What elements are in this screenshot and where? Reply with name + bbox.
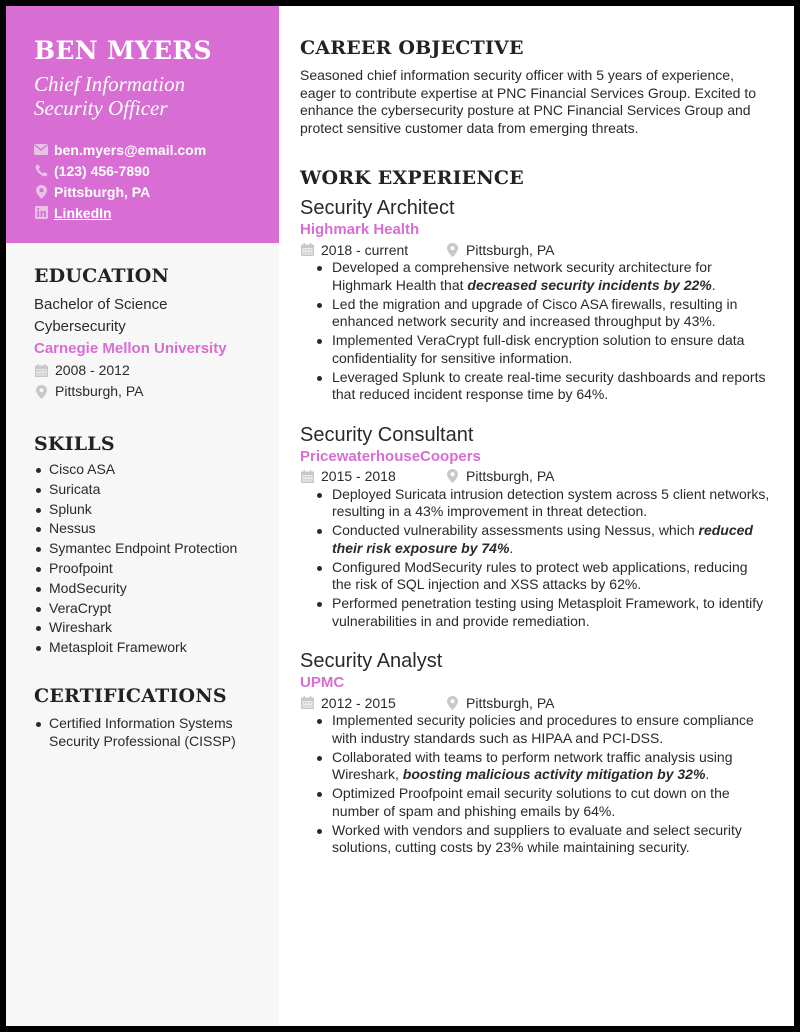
job-entry — [300, 423, 794, 631]
map-pin-icon — [34, 385, 48, 399]
contact-location — [34, 181, 279, 202]
company-name: PricewaterhouseCoopers — [300, 447, 481, 465]
job-bullets — [315, 712, 794, 857]
skill-item: Cisco ASA — [34, 460, 279, 480]
highlighted-achievement: decreased security incidents by 22% — [467, 276, 712, 293]
skill-item: Nessus — [34, 519, 279, 539]
resume-page — [6, 6, 794, 1026]
job-bullet: Optimized Proofpoint email security solutions to cut down on the number of spam and phishing emails by 64%. — [315, 785, 770, 820]
experience-section — [300, 166, 794, 857]
job-dates-text: 2015 - 2018 — [321, 468, 396, 484]
calendar-icon — [300, 469, 314, 483]
email-text: ben.myers@email.com — [54, 141, 207, 158]
school-name: Carnegie Mellon University — [34, 340, 227, 357]
phone-icon — [34, 164, 48, 178]
job-location-text: Pittsburgh, PA — [466, 694, 555, 711]
job-bullets — [315, 486, 794, 631]
calendar-icon — [300, 243, 314, 257]
job-location-text: Pittsburgh, PA — [466, 468, 555, 484]
certifications-section — [6, 683, 279, 750]
job-dates — [300, 240, 445, 259]
calendar-icon — [34, 364, 48, 378]
skill-item: Wireshark — [34, 618, 279, 638]
field-of-study: Cybersecurity — [34, 318, 126, 335]
education-dates — [34, 360, 279, 381]
certifications-list — [34, 714, 254, 750]
skill-item: Symantec Endpoint Protection — [34, 539, 279, 559]
job-location — [445, 693, 554, 712]
main-content — [279, 6, 794, 1026]
candidate-title: Chief Information Security Officer — [34, 72, 186, 120]
linkedin-icon — [34, 206, 48, 220]
job-bullet: Developed a comprehensive network security architecture for Highmark Health that decreased security incidents by 22%. — [315, 259, 770, 294]
highlighted-achievement: boosting malicious activity mitigation by 32% — [402, 766, 706, 782]
map-pin-icon — [445, 243, 459, 257]
job-title: Security Analyst — [300, 650, 443, 672]
skills-section — [6, 431, 279, 658]
job-bullet: Configured ModSecurity rules to protect web applications, reducing the risk of SQL injection and XSS attacks by 62%. — [315, 559, 770, 594]
objective-text: Seasoned chief information security officer with 5 years of experience, eager to contribute expertise at PNC Financial Services Group. Excited to enhance the cybersecurity posture at PNC Financial Services Group and protect sensitive customer data from emerging threats. — [300, 67, 756, 136]
skill-item: Proofpoint — [34, 559, 279, 579]
header — [6, 6, 279, 243]
phone-text: (123) 456-7890 — [54, 162, 150, 179]
skill-item: Suricata — [34, 480, 279, 500]
certifications-heading: CERTIFICATIONS — [34, 684, 227, 707]
job-bullet: Leveraged Splunk to create real-time security dashboards and reports that reduced incident response time by 64%. — [315, 369, 770, 404]
job-title: Security Architect — [300, 197, 455, 219]
education-location — [34, 381, 279, 402]
education-location-text: Pittsburgh, PA — [55, 383, 144, 399]
job-bullet: Led the migration and upgrade of Cisco ASA firewalls, resulting in enhanced network security and increased throughput by 43%. — [315, 296, 770, 331]
skill-item: Splunk — [34, 500, 279, 520]
skills-heading: SKILLS — [34, 433, 115, 455]
job-location — [445, 467, 554, 486]
education-heading: EDUCATION — [34, 265, 170, 287]
job-dates-text: 2018 - current — [321, 241, 409, 258]
job-bullets — [315, 259, 794, 404]
job-entry — [300, 649, 794, 857]
map-pin-icon — [34, 185, 48, 199]
job-location-text: Pittsburgh, PA — [466, 241, 555, 258]
contact-email — [34, 139, 279, 160]
company-name: Highmark Health — [300, 221, 420, 238]
job-location — [445, 240, 554, 259]
highlighted-achievement: reduced their risk exposure by 74% — [332, 522, 753, 556]
sidebar — [6, 6, 279, 1026]
envelope-icon — [34, 143, 48, 157]
job-meta — [300, 240, 794, 259]
job-dates — [300, 467, 445, 486]
job-bullet: Implemented security policies and procedures to ensure compliance with industry standards such as HIPAA and PCI-DSS. — [315, 712, 770, 747]
job-bullet: Collaborated with teams to perform network traffic analysis using Wireshark, boosting malicious activity mitigation by 32%. — [315, 749, 770, 784]
objective-heading: CAREER OBJECTIVE — [300, 37, 524, 59]
job-bullet: Worked with vendors and suppliers to evaluate and select security solutions, cutting costs by 23% while maintaining security. — [315, 822, 770, 857]
contact-list — [34, 139, 279, 223]
contact-linkedin[interactable] — [34, 202, 279, 223]
map-pin-icon — [445, 469, 459, 483]
company-name: UPMC — [300, 674, 345, 691]
skill-item: VeraCrypt — [34, 599, 279, 619]
calendar-icon — [300, 696, 314, 710]
job-dates-text: 2012 - 2015 — [321, 694, 396, 711]
education-section — [6, 263, 279, 402]
contact-phone — [34, 160, 279, 181]
skills-list — [34, 460, 279, 658]
job-bullet: Implemented VeraCrypt full-disk encryption solution to ensure data confidentiality for sensitive information. — [315, 332, 770, 367]
job-bullet: Conducted vulnerability assessments using Nessus, which reduced their risk exposure by 74%. — [315, 522, 770, 557]
job-meta — [300, 693, 794, 712]
location-text: Pittsburgh, PA — [54, 183, 151, 200]
skill-item: Metasploit Framework — [34, 638, 279, 658]
linkedin-link[interactable]: LinkedIn — [54, 204, 112, 221]
job-title: Security Consultant — [300, 423, 474, 446]
job-bullet: Performed penetration testing using Metasploit Framework, to identify vulnerabilities in and provide remediation. — [315, 595, 770, 630]
candidate-name: BEN MYERS — [34, 36, 212, 65]
job-dates — [300, 693, 445, 712]
experience-heading: WORK EXPERIENCE — [300, 167, 524, 189]
education-dates-text: 2008 - 2012 — [55, 362, 130, 378]
objective-section — [300, 36, 794, 137]
map-pin-icon — [445, 696, 459, 710]
job-entry — [300, 196, 794, 404]
job-meta — [300, 467, 794, 486]
certification-item: Certified Information Systems Security Professional (CISSP) — [34, 714, 254, 750]
degree: Bachelor of Science — [34, 296, 168, 313]
job-bullet: Deployed Suricata intrusion detection system across 5 client networks, resulting in a 43% improvement in threat detection. — [315, 486, 770, 521]
skill-item: ModSecurity — [34, 579, 279, 599]
